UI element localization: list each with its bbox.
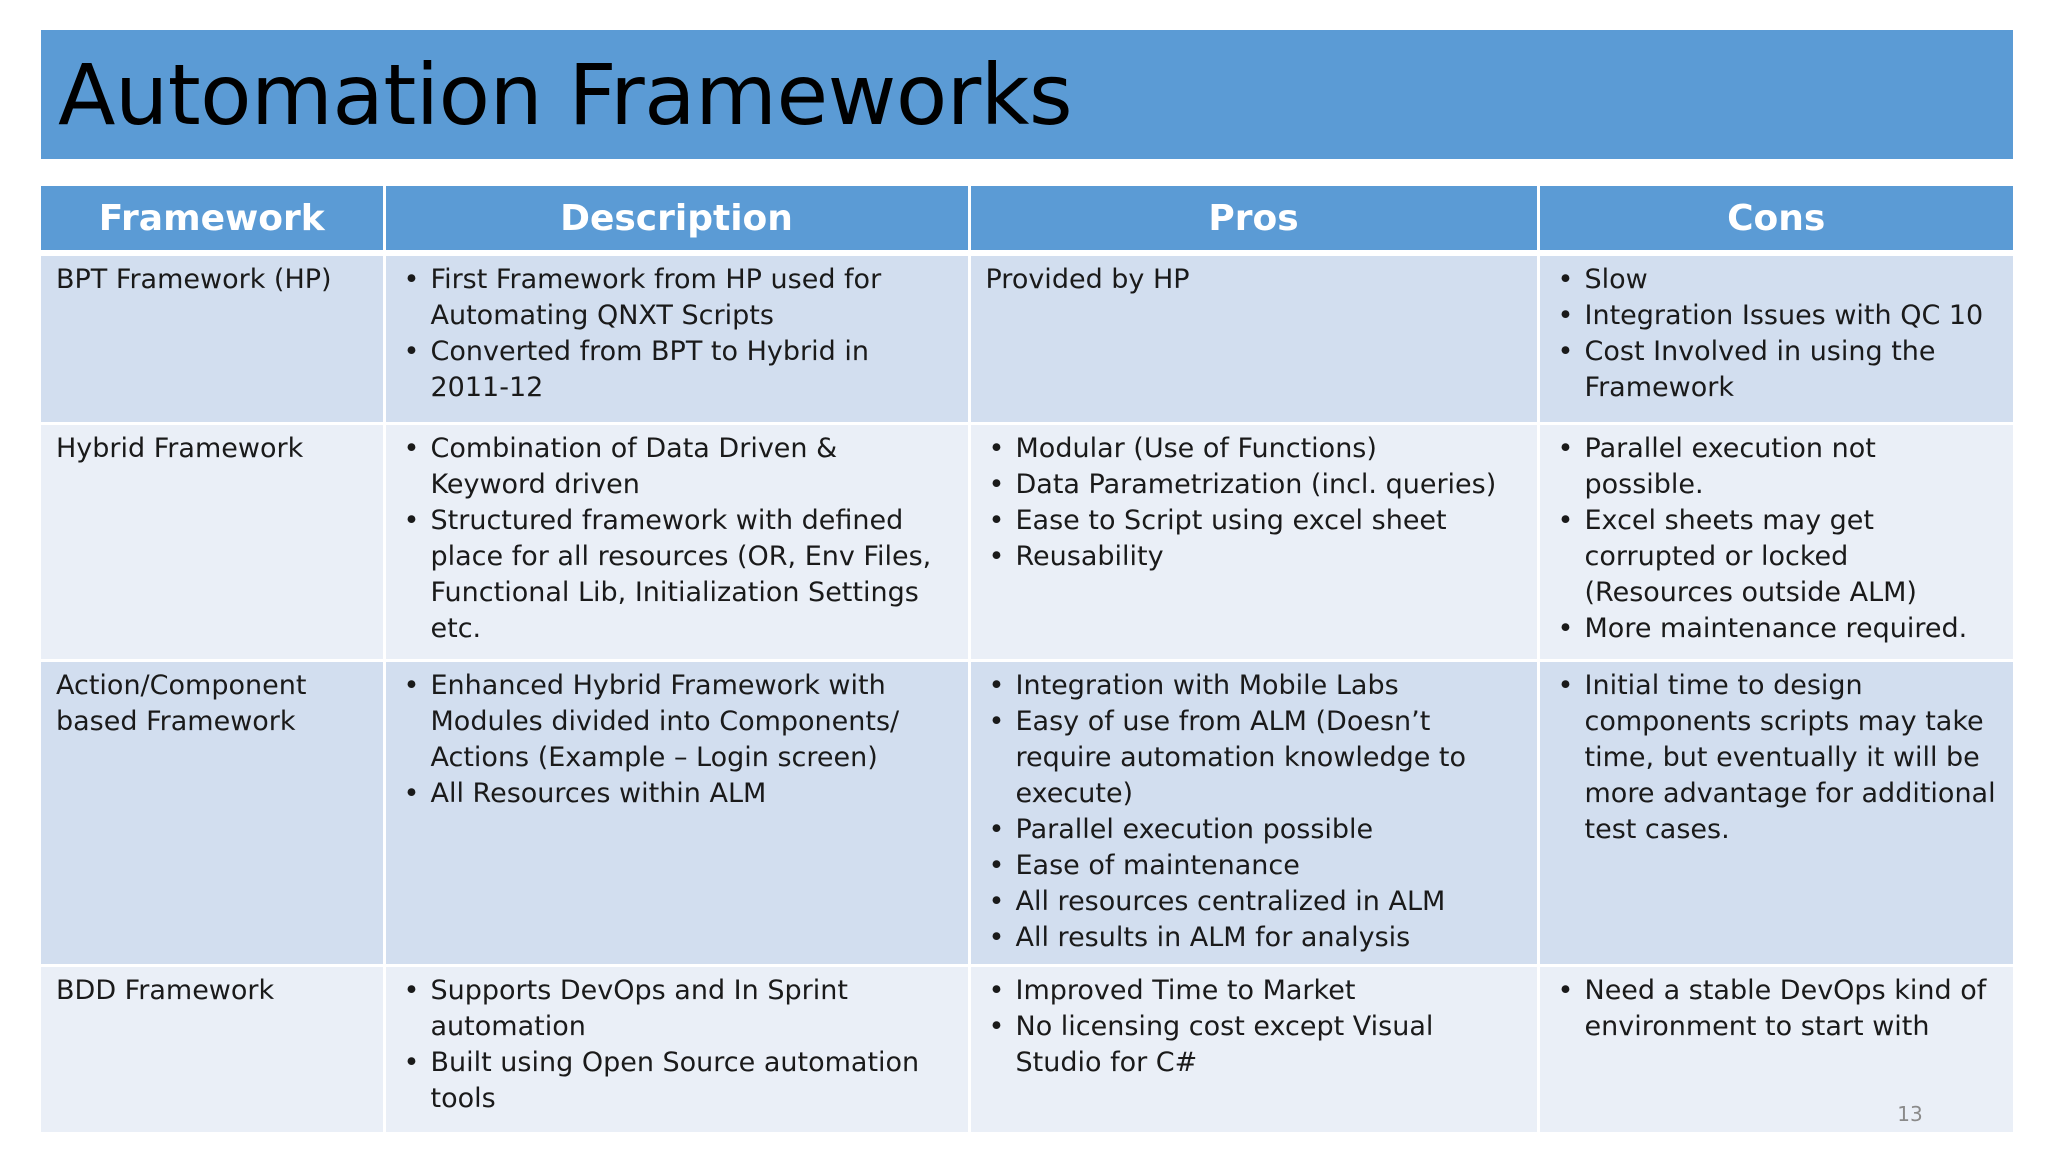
framework-name: BDD Framework	[56, 975, 275, 1006]
description-cell	[384, 966, 969, 1134]
list-item: • Supports DevOps and In Sprint automation	[401, 973, 954, 1045]
header-description: Description	[384, 186, 969, 253]
list-item: • Structured framework with defined place for all resources (OR, Env Files, Functional Lib, Initialization Settings etc.	[401, 503, 954, 647]
table-row	[41, 424, 2013, 661]
list-item: • Modular (Use of Functions)	[986, 431, 1523, 467]
list-item: • Ease of maintenance	[986, 848, 1523, 884]
framework-cell	[41, 661, 384, 966]
list-item: • Parallel execution not possible.	[1555, 431, 2000, 503]
cons-list	[1555, 973, 2000, 1045]
list-item: • Excel sheets may get corrupted or locked (Resources outside ALM)	[1555, 503, 2000, 611]
pros-cell	[969, 661, 1538, 966]
table-row	[41, 966, 2013, 1134]
pros-text: Provided by HP	[985, 264, 1190, 295]
description-list	[401, 973, 954, 1117]
pros-cell	[969, 424, 1538, 661]
table-row	[41, 253, 2013, 424]
list-item: • First Framework from HP used for Automating QNXT Scripts	[401, 262, 954, 334]
cons-cell	[1538, 966, 2013, 1134]
cons-cell	[1538, 253, 2013, 424]
framework-cell	[41, 966, 384, 1134]
description-cell	[384, 424, 969, 661]
header-cons: Cons	[1538, 186, 2013, 253]
page-number: 13	[1897, 1102, 1923, 1126]
list-item: • Initial time to design components scripts may take time, but eventually it will be more advantage for additional test cases.	[1555, 668, 2000, 848]
table-header-row	[41, 186, 2013, 253]
framework-cell	[41, 424, 384, 661]
cons-cell	[1538, 424, 2013, 661]
list-item: • Slow	[1555, 262, 2000, 298]
pros-list	[986, 431, 1523, 575]
table-row	[41, 661, 2013, 966]
frameworks-table	[41, 186, 2013, 1135]
list-item: • All Resources within ALM	[401, 776, 954, 812]
list-item: • No licensing cost except Visual Studio for C#	[986, 1009, 1523, 1081]
list-item: • Combination of Data Driven & Keyword driven	[401, 431, 954, 503]
pros-list	[986, 668, 1523, 956]
framework-name: Hybrid Framework	[56, 433, 304, 464]
header-pros: Pros	[969, 186, 1538, 253]
header-framework: Framework	[41, 186, 384, 253]
framework-cell	[41, 253, 384, 424]
description-cell	[384, 661, 969, 966]
list-item: • Reusability	[986, 539, 1523, 575]
pros-cell	[969, 253, 1538, 424]
list-item: • Easy of use from ALM (Doesn’t require automation knowledge to execute)	[986, 704, 1523, 812]
list-item: • More maintenance required.	[1555, 611, 2000, 647]
list-item: • Ease to Script using excel sheet	[986, 503, 1523, 539]
framework-name: Action/Component based Framework	[56, 670, 307, 737]
cons-cell	[1538, 661, 2013, 966]
pros-cell	[969, 966, 1538, 1134]
list-item: • Integration with Mobile Labs	[986, 668, 1523, 704]
list-item: • Cost Involved in using the Framework	[1555, 334, 2000, 406]
framework-name: BPT Framework (HP)	[56, 264, 332, 295]
description-list	[401, 668, 954, 812]
list-item: • Converted from BPT to Hybrid in 2011-12	[401, 334, 954, 406]
title-bar	[41, 30, 2013, 159]
pros-list	[986, 973, 1523, 1081]
list-item: • Need a stable DevOps kind of environment to start with	[1555, 973, 2000, 1045]
list-item: • All results in ALM for analysis	[986, 920, 1523, 956]
cons-list	[1555, 431, 2000, 647]
list-item: • Integration Issues with QC 10	[1555, 298, 2000, 334]
description-cell	[384, 253, 969, 424]
list-item: • Parallel execution possible	[986, 812, 1523, 848]
list-item: • Data Parametrization (incl. queries)	[986, 467, 1523, 503]
cons-list	[1555, 668, 2000, 848]
description-list	[401, 431, 954, 647]
list-item: • Built using Open Source automation tools	[401, 1045, 954, 1117]
description-list	[401, 262, 954, 406]
list-item: • All resources centralized in ALM	[986, 884, 1523, 920]
list-item: • Improved Time to Market	[986, 973, 1523, 1009]
slide-title: Automation Frameworks	[58, 45, 1073, 144]
list-item: • Enhanced Hybrid Framework with Modules divided into Components/ Actions (Example – Login screen)	[401, 668, 954, 776]
cons-list	[1555, 262, 2000, 406]
